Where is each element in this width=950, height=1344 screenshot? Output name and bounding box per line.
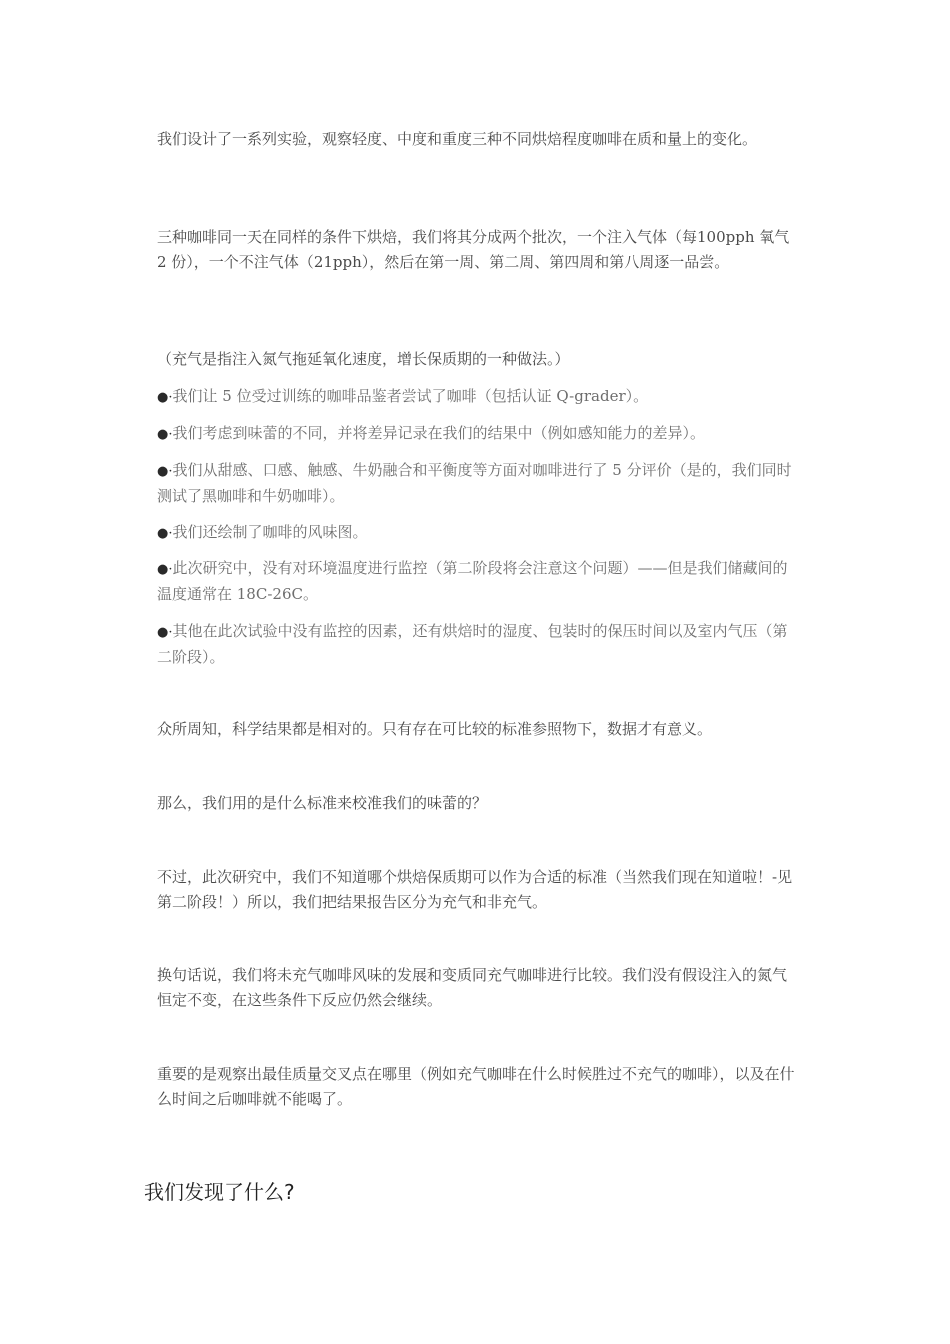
bullet-marker: ●· [157, 390, 173, 405]
bullet-marker: ●· [157, 427, 173, 442]
paragraph-standard: 不过，此次研究中，我们不知道哪个烘焙保质期可以作为合适的标准（当然我们现在知道啦！-见第二阶段！）所以，我们把结果报告区分为充气和非充气。 [157, 868, 793, 911]
bullet-item-flavor-map [157, 520, 797, 546]
bullet-text: 我们从甜感、口感、触感、牛奶融合和平衡度等方面对咖啡进行了 5 分评价（是的，我们同时测试了黑咖啡和牛奶咖啡）。 [157, 461, 792, 505]
paragraph-relative-results: 众所周知，科学结果都是相对的。只有存在可比较的标准参照物下，数据才有意义。 [157, 720, 713, 738]
paragraph-experiment-design: 我们设计了一系列实验，观察轻度、中度和重度三种不同烘焙程度咖啡在质和量上的变化。 [157, 130, 758, 148]
bullet-marker: ●· [157, 464, 173, 479]
bullet-item-tasters [157, 384, 797, 410]
bullet-item-other-factors [157, 619, 797, 670]
paragraph-crossover: 重要的是观察出最佳质量交叉点在哪里（例如充气咖啡在什么时候胜过不充气的咖啡），以及在什么时间之后咖啡就不能喝了。 [157, 1065, 795, 1108]
bullet-text: 其他在此次试验中没有监控的因素，还有烘焙时的湿度、包装时的保压时间以及室内气压（第二阶段）。 [157, 622, 788, 666]
bullet-text: 我们还绘制了咖啡的风味图。 [172, 523, 368, 541]
bullet-text: 我们让 5 位受过训练的咖啡品鉴者尝试了咖啡（包括认证 Q-grader）。 [172, 387, 649, 405]
section-heading: 我们发现了什么? [144, 1180, 295, 1204]
paragraph-comparison: 换句话说，我们将未充气咖啡风味的发展和变质同充气咖啡进行比较。我们没有假设注入的氮气恒定不变，在这些条件下反应仍然会继续。 [157, 966, 788, 1009]
bullet-item-rating [157, 458, 797, 509]
bullet-item-palate [157, 421, 797, 447]
paragraph-nitrogen-note: （充气是指注入氮气拖延氧化速度，增长保质期的一种做法。） [157, 350, 570, 368]
bullet-text: 我们考虑到味蕾的不同，并将差异记录在我们的结果中（例如感知能力的差异）。 [172, 424, 705, 442]
paragraph-roast-batches: 三种咖啡同一天在同样的条件下烘焙，我们将其分成两个批次，一个注入气体（每100pph 氧气 2 份），一个不注气体（21pph），然后在第一周、第二周、第四周和第八周逐一品尝。 [157, 228, 790, 271]
bullet-text: 此次研究中，没有对环境温度进行监控（第二阶段将会注意这个问题）——但是我们储藏间的温度通常在 18C-26C。 [157, 559, 788, 603]
bullet-marker: ●· [157, 562, 173, 577]
bullet-marker: ●· [157, 526, 173, 541]
bullet-item-temperature [157, 556, 797, 607]
paragraph-calibration-question: 那么，我们用的是什么标准来校准我们的味蕾的？ [157, 794, 488, 812]
bullet-marker: ●· [157, 625, 173, 640]
